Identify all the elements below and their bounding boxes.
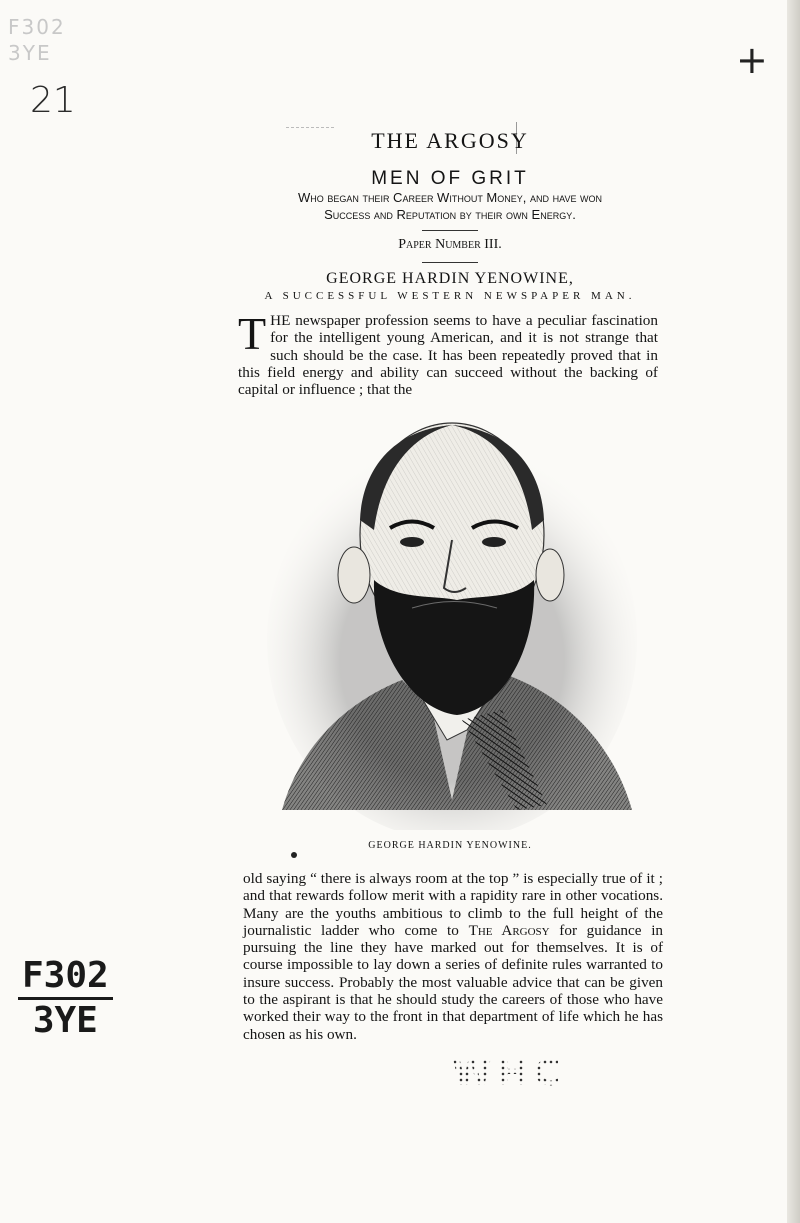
subject-name: GEORGE HARDIN YENOWINE, [326, 270, 574, 287]
continued-paragraph [243, 870, 663, 1043]
series-subtitle [230, 189, 670, 223]
faded-stamp-line2: 3YE [8, 41, 52, 65]
subtitle-line1: Who began their Career Without Money, and have won [297, 190, 603, 205]
magazine-reference: The Argosy [468, 921, 550, 939]
call-number-line1: F302 [18, 955, 113, 1000]
perforation-stamp-text: WHC [452, 1053, 567, 1094]
engraved-portrait-icon [262, 410, 644, 830]
call-number-line2: 3YE [32, 1000, 98, 1041]
magazine-title: THE ARGOSY [371, 128, 529, 153]
series-title: MEN OF GRIT [371, 168, 529, 189]
perforation-stamp [452, 1053, 566, 1094]
continued-text-before: old saying “ there is always room at the top ” is especially true of it ; and that rewards follow merit with a rapidity rare in other vocations. Many are the youths ambitious to climb to the full height of the journalistic ladder who come to [243, 870, 663, 939]
handwritten-page-number: 21 [30, 80, 76, 121]
ink-dot [291, 852, 297, 858]
divider-rule [422, 230, 478, 231]
subtitle-line2: Success and Reputation by their own Energy. [324, 207, 576, 222]
call-number [18, 955, 113, 1042]
subject-description: A SUCCESSFUL WESTERN NEWSPAPER MAN. [264, 290, 636, 302]
faded-stamp [8, 14, 66, 66]
portrait-caption: GEORGE HARDIN YENOWINE. [368, 840, 532, 851]
intro-paragraph [238, 308, 658, 399]
divider-rule [422, 262, 478, 263]
intro-text: HE newspaper profession seems to have a peculiar fascination for the intelligent young American, and it is not strange that such should be the case. It has been repeatedly proved that in this field energy and ability can succeed without the backing of capital or influence ; that the [238, 312, 658, 399]
page-edge [787, 0, 800, 1223]
drop-cap: T [238, 308, 267, 359]
faded-stamp-line1: F302 [8, 15, 66, 39]
plus-mark: + [736, 38, 768, 82]
continued-text-after: for guidance in pursuing the line they have marked out for themselves. It is of course impossible to lay down a series of definite rules warranted to insure success. Probably the most valuable advice that can be given to the aspirant is that he should study the careers of those who have worked their way to the front in that department of life which he has chosen as his own. [243, 921, 664, 1043]
paper-number: Paper Number III. [398, 237, 502, 252]
